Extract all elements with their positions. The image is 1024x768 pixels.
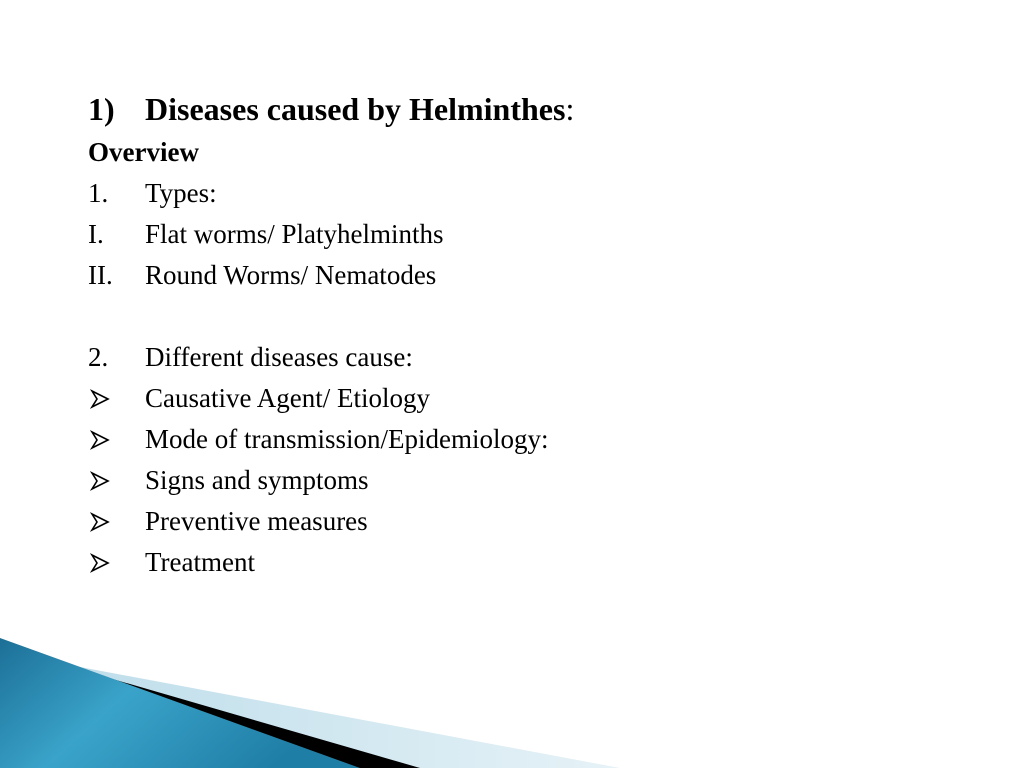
arrow-bullet-icon — [90, 553, 110, 573]
overview-subheading — [88, 132, 968, 173]
disease-item — [88, 542, 968, 583]
slide-title — [88, 86, 968, 132]
disease-item — [88, 378, 968, 419]
disease-item-text: Signs and symptoms — [145, 465, 369, 495]
type-item — [88, 255, 968, 296]
type-item — [88, 214, 968, 255]
type-item-text: Round Worms/ Nematodes — [145, 260, 437, 290]
title-text: Diseases caused by Helminthes — [145, 91, 566, 127]
disease-item — [88, 501, 968, 542]
type-item-marker: II. — [88, 260, 113, 290]
corner-decoration — [0, 638, 1024, 768]
types-heading — [88, 173, 968, 214]
disease-item — [88, 419, 968, 460]
disease-item-text: Mode of transmission/Epidemiology: — [145, 424, 549, 454]
overview-label: Overview — [88, 137, 199, 167]
slide-content — [88, 86, 968, 583]
disease-item-text: Preventive measures — [145, 506, 368, 536]
type-item-text: Flat worms/ Platyhelminths — [145, 219, 444, 249]
disease-item — [88, 460, 968, 501]
title-number: 1) — [88, 91, 115, 127]
type-item-marker: I. — [88, 219, 104, 249]
types-number: 1. — [88, 178, 109, 208]
disease-item-text: Treatment — [145, 547, 255, 577]
title-colon: : — [565, 91, 575, 127]
arrow-bullet-icon — [90, 512, 110, 532]
blue-wedge — [0, 638, 360, 768]
arrow-bullet-icon — [90, 430, 110, 450]
diseases-heading — [88, 337, 968, 378]
disease-item-text: Causative Agent/ Etiology — [145, 383, 430, 413]
diseases-label: Different diseases cause: — [145, 342, 413, 372]
types-label: Types: — [145, 178, 217, 208]
diseases-number: 2. — [88, 342, 109, 372]
arrow-bullet-icon — [90, 389, 110, 409]
arrow-bullet-icon — [90, 471, 110, 491]
spacer — [88, 296, 968, 337]
